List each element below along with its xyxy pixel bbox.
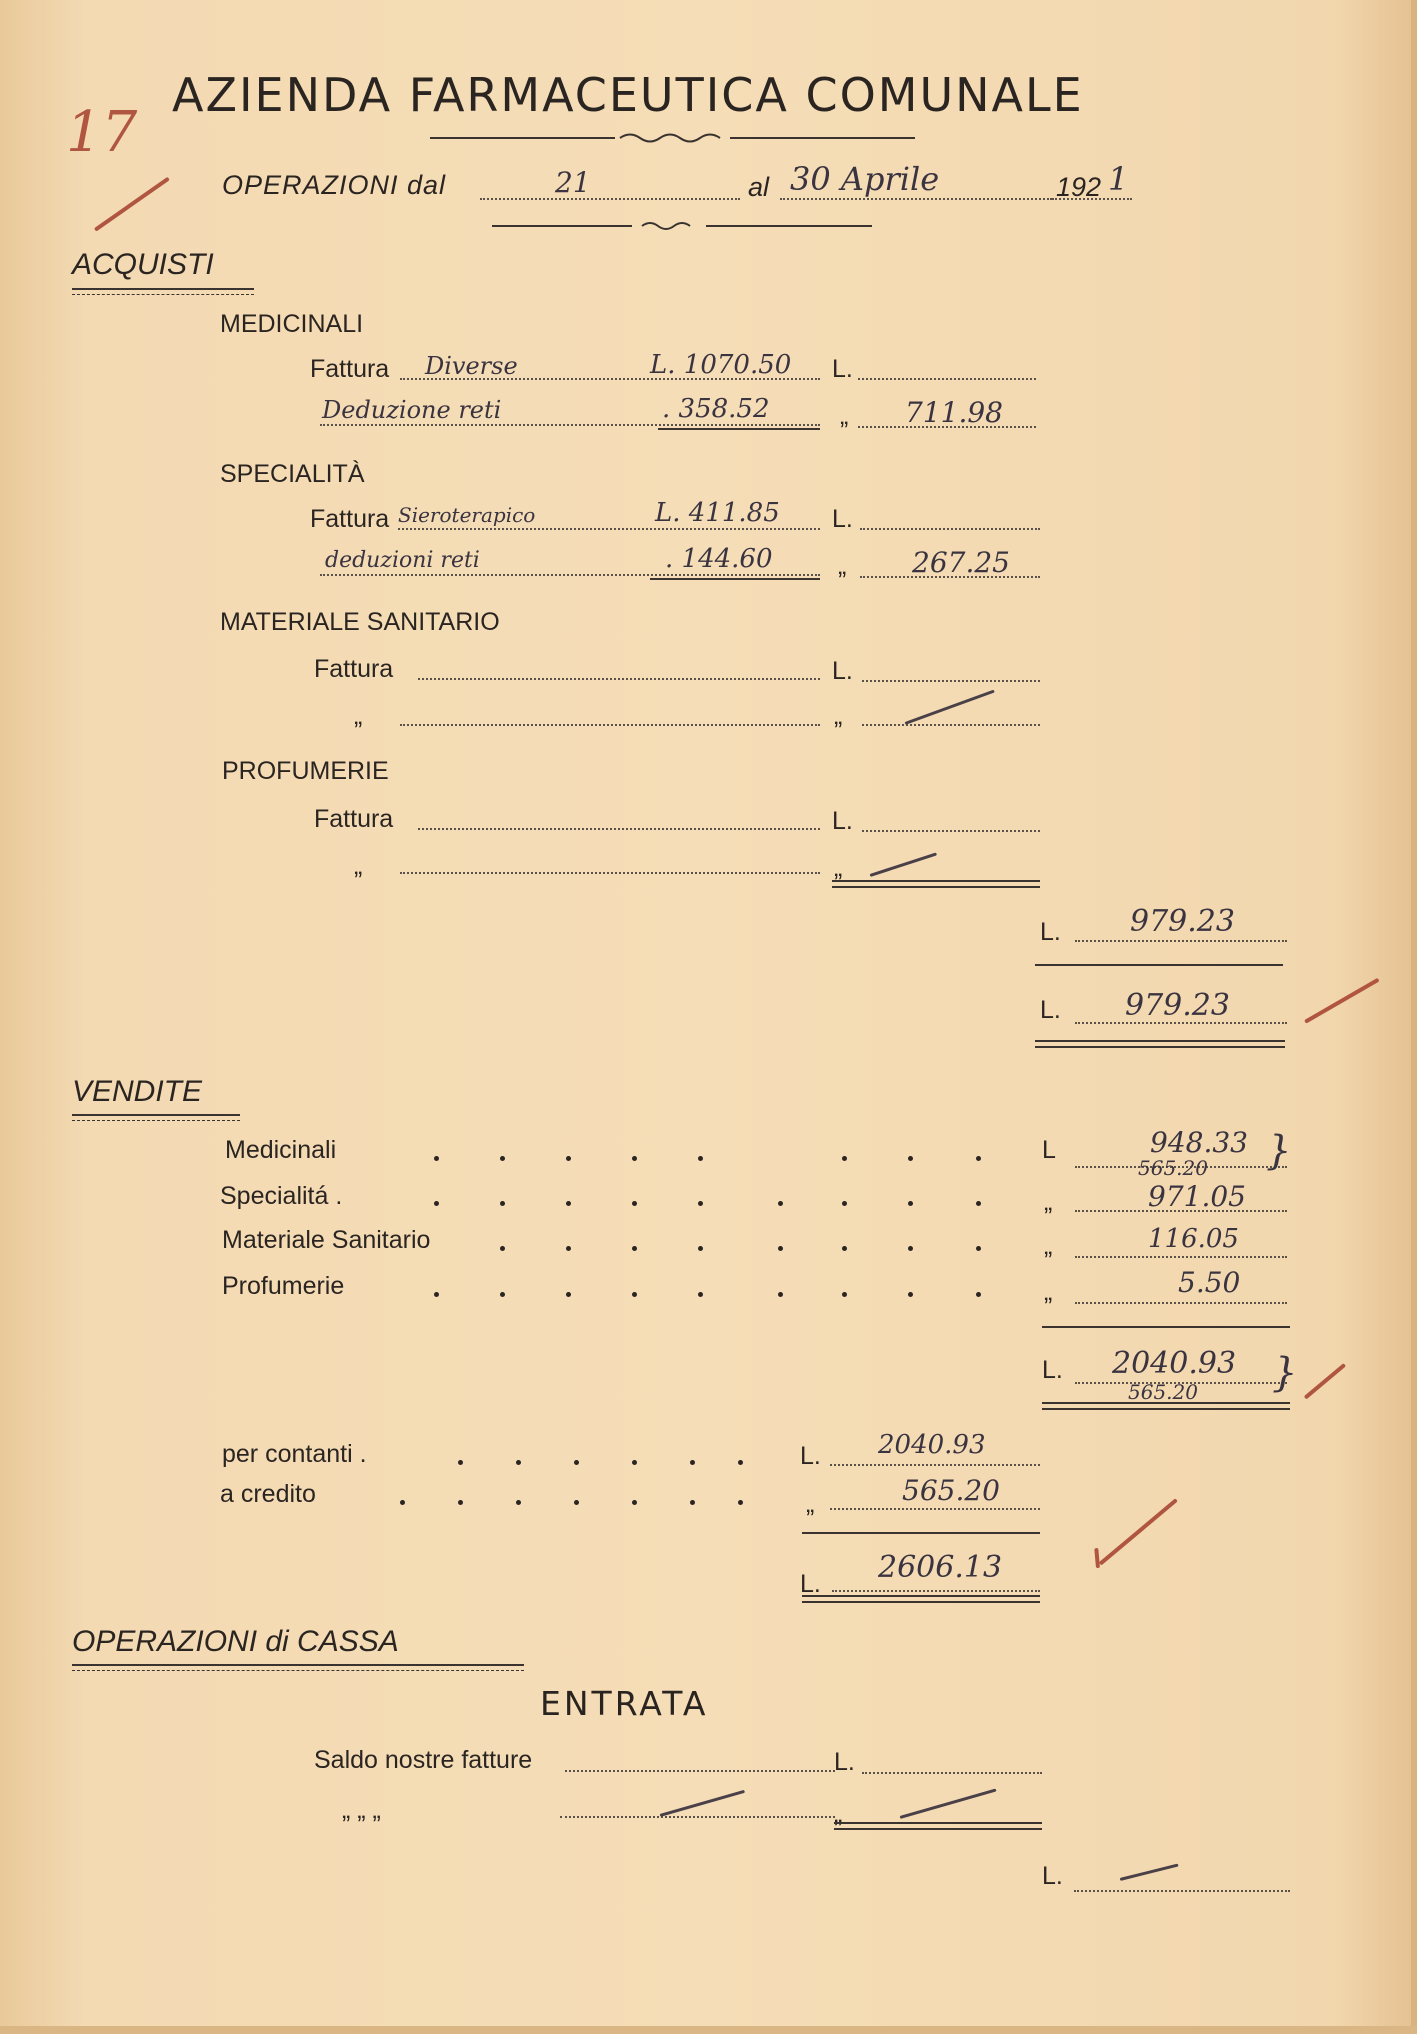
total-rule <box>1035 1040 1285 1048</box>
total-currency: L. <box>1040 996 1061 1024</box>
grand-total: 2606.13 <box>878 1550 1003 1585</box>
currency-label: L. <box>832 657 853 685</box>
net-line <box>860 576 1040 578</box>
deduction-line <box>320 424 820 426</box>
specialita-fattura-desc: Sieroterapico <box>398 503 536 527</box>
margin-note: 17 <box>66 100 138 165</box>
vendite-row-label: Profumerie <box>222 1272 345 1300</box>
a-credito-amount: 565.20 <box>902 1474 1000 1507</box>
amount-line <box>1075 1302 1287 1304</box>
per-contanti-amount: 2040.93 <box>878 1430 986 1460</box>
profumerie-label: PROFUMERIE <box>222 757 389 785</box>
amount-line <box>858 378 1036 380</box>
subtotal-line <box>1075 940 1287 942</box>
specialita-net: 267.25 <box>912 546 1010 579</box>
medicinali-fattura-amount: L. 1070.50 <box>650 350 792 380</box>
amount-line <box>860 528 1040 530</box>
section-total-rule <box>832 880 1040 888</box>
leader-dot <box>632 1201 637 1206</box>
medicinali-net: 711.98 <box>905 396 1003 429</box>
medicinali-fattura-desc: Diverse <box>425 352 518 380</box>
vendite-row-label: Specialitá . <box>220 1182 343 1210</box>
acquisti-heading: ACQUISTI <box>72 248 214 281</box>
leader-dot <box>738 1460 743 1465</box>
subtotal-rule <box>1035 964 1283 966</box>
saldo-line <box>565 1770 835 1772</box>
acquisti-total: 979.23 <box>1125 988 1230 1023</box>
fattura-line <box>418 828 820 830</box>
profumerie-fattura-label: Fattura <box>314 805 394 833</box>
materiale-sales: 116.05 <box>1148 1224 1239 1254</box>
to-date-line <box>780 198 1052 200</box>
ditto-line <box>400 724 820 726</box>
final-line <box>1074 1890 1290 1892</box>
specialita-deduction-desc: deduzioni reti <box>325 548 480 573</box>
leader-dot <box>976 1246 981 1251</box>
amount-line <box>862 830 1040 832</box>
medicinali-fattura-label: Fattura <box>310 355 390 383</box>
title-ornament <box>430 128 915 148</box>
leader-dot <box>976 1156 981 1161</box>
deduction-underline <box>650 578 820 580</box>
leader-dot <box>500 1292 505 1297</box>
leader-dot <box>908 1292 913 1297</box>
currency-label: L. <box>832 355 853 383</box>
leader-dot <box>690 1500 695 1505</box>
currency-label: L. <box>832 807 853 835</box>
vendite-total: 2040.93 <box>1112 1346 1237 1381</box>
leader-dot <box>458 1500 463 1505</box>
leader-dot <box>778 1201 783 1206</box>
a-credito-prefix: „ <box>806 1490 815 1518</box>
leader-dot <box>566 1246 571 1251</box>
currency-label: L. <box>832 505 853 533</box>
leader-dot <box>566 1201 571 1206</box>
grand-total-prefix: L. <box>800 1570 821 1598</box>
leader-dot <box>690 1460 695 1465</box>
amount-line <box>862 1772 1042 1774</box>
ditto-mark: „ <box>838 552 847 580</box>
vendite-sum-rule <box>1042 1326 1290 1328</box>
materiale-fattura-label: Fattura <box>314 655 394 683</box>
medicinali-deduction-desc: Deduzione reti <box>322 396 502 424</box>
leader-dot <box>698 1201 703 1206</box>
leader-dot <box>908 1156 913 1161</box>
section-total-rule <box>834 1822 1042 1830</box>
specialita-label: SPECIALITÀ <box>220 460 365 488</box>
page-title: AZIENDA FARMACEUTICA COMUNALE <box>172 68 1084 122</box>
leader-dot <box>516 1460 521 1465</box>
leader-dot <box>574 1460 579 1465</box>
leader-dot <box>574 1500 579 1505</box>
leader-dot <box>842 1201 847 1206</box>
amount-line <box>862 724 1040 726</box>
per-contanti-label: per contanti . <box>222 1440 367 1468</box>
leader-dot <box>500 1246 505 1251</box>
year-handwritten: 1 <box>1108 160 1129 198</box>
final-currency: L. <box>1042 1862 1063 1890</box>
grand-sum-rule <box>802 1532 1040 1534</box>
medicinali-sales: 948.33 <box>1150 1126 1248 1159</box>
ditto-row: „ „ „ <box>342 1796 381 1824</box>
leader-dot <box>632 1292 637 1297</box>
leader-dot <box>400 1500 405 1505</box>
entrata-heading: ENTRATA <box>540 1684 709 1723</box>
leader-dot <box>458 1460 463 1465</box>
ditto-mark: „ <box>840 402 849 430</box>
saldo-label: Saldo nostre fatture <box>314 1746 533 1774</box>
operations-label: OPERAZIONI dal <box>222 170 447 200</box>
per-contanti-prefix: L. <box>800 1442 821 1470</box>
leader-dot <box>976 1201 981 1206</box>
fattura-line <box>398 528 820 530</box>
vendite-row-label: Materiale Sanitario <box>222 1226 431 1254</box>
leader-dot <box>842 1156 847 1161</box>
medicinali-sales-credit: 565.20 <box>1138 1156 1208 1180</box>
vendite-total-credit: 565.20 <box>1128 1380 1198 1404</box>
amount-line <box>830 1508 1040 1510</box>
vendite-heading: VENDITE <box>72 1075 203 1108</box>
ditto-line <box>400 872 820 874</box>
amount-line <box>830 1464 1040 1466</box>
a-credito-label: a credito <box>220 1480 316 1508</box>
paper-edge <box>1411 0 1417 2034</box>
fattura-line <box>418 678 820 680</box>
leader-dot <box>842 1292 847 1297</box>
subtotal-currency: L. <box>1040 918 1061 946</box>
leader-dot <box>778 1292 783 1297</box>
vendite-prefix: „ <box>1044 1188 1053 1216</box>
leader-dot <box>434 1292 439 1297</box>
leader-dot <box>908 1246 913 1251</box>
leader-dot <box>566 1156 571 1161</box>
from-day: 21 <box>555 166 591 199</box>
vendite-brace: } <box>1272 1350 1298 1396</box>
leader-dot <box>632 1156 637 1161</box>
date-ornament <box>492 219 872 233</box>
leader-dot <box>698 1246 703 1251</box>
leader-dot <box>976 1292 981 1297</box>
amount-line <box>862 680 1040 682</box>
leader-dot <box>500 1201 505 1206</box>
total-rule <box>1042 1402 1290 1410</box>
specialita-sales: 971.05 <box>1148 1180 1246 1213</box>
total-rule <box>802 1595 1040 1603</box>
deduction-line <box>320 574 820 576</box>
medicinali-label: MEDICINALI <box>220 310 364 338</box>
leader-dot <box>698 1292 703 1297</box>
leader-dot <box>632 1246 637 1251</box>
saldo-currency: L. <box>834 1748 855 1776</box>
specialita-fattura-amount: L. 411.85 <box>655 498 780 528</box>
ditto-mark: „ <box>834 1800 843 1828</box>
materiale-label: MATERIALE SANITARIO <box>220 608 500 636</box>
leader-dot <box>908 1201 913 1206</box>
leader-dot <box>566 1292 571 1297</box>
leader-dot <box>632 1500 637 1505</box>
amount-line <box>1075 1256 1287 1258</box>
from-date-line <box>480 198 740 200</box>
leader-dot <box>698 1156 703 1161</box>
specialita-fattura-label: Fattura <box>310 505 390 533</box>
leader-dot <box>632 1460 637 1465</box>
acquisti-underline <box>72 288 254 295</box>
leader-dot <box>434 1201 439 1206</box>
leader-dot <box>738 1500 743 1505</box>
acquisti-subtotal: 979.23 <box>1130 904 1235 939</box>
leader-dot <box>516 1500 521 1505</box>
paper-edge-bottom <box>0 2026 1417 2034</box>
leader-dot <box>842 1246 847 1251</box>
ditto-mark: „ <box>834 854 843 882</box>
vendite-prefix: „ <box>1044 1232 1053 1260</box>
leader-dot <box>778 1246 783 1251</box>
cassa-underline <box>72 1664 524 1671</box>
al-label: al <box>748 172 770 202</box>
ditto-line <box>560 1816 835 1818</box>
vendite-underline <box>72 1114 240 1121</box>
ditto-mark: „ <box>834 702 843 730</box>
leader-dot <box>500 1156 505 1161</box>
net-line <box>858 426 1036 428</box>
specialita-deduction-amount: . 144.60 <box>665 544 773 574</box>
to-date: 30 Aprile <box>790 160 940 198</box>
total-line <box>832 1590 1040 1592</box>
year-line <box>1052 198 1132 200</box>
cassa-heading: OPERAZIONI di CASSA <box>72 1625 399 1658</box>
vendite-prefix: L <box>1042 1136 1056 1164</box>
ditto-mark: „ <box>354 852 363 880</box>
medicinali-deduction-amount: . 358.52 <box>662 394 770 424</box>
vendite-total-prefix: L. <box>1042 1356 1063 1384</box>
deduction-underline <box>658 428 820 430</box>
ditto-mark: „ <box>354 702 363 730</box>
year-prefix: 192 <box>1056 172 1102 202</box>
leader-dot <box>434 1156 439 1161</box>
vendite-row-label: Medicinali <box>225 1136 337 1164</box>
vendite-brace: } <box>1266 1128 1292 1174</box>
profumerie-sales: 5.50 <box>1178 1266 1241 1299</box>
vendite-prefix: „ <box>1044 1278 1053 1306</box>
